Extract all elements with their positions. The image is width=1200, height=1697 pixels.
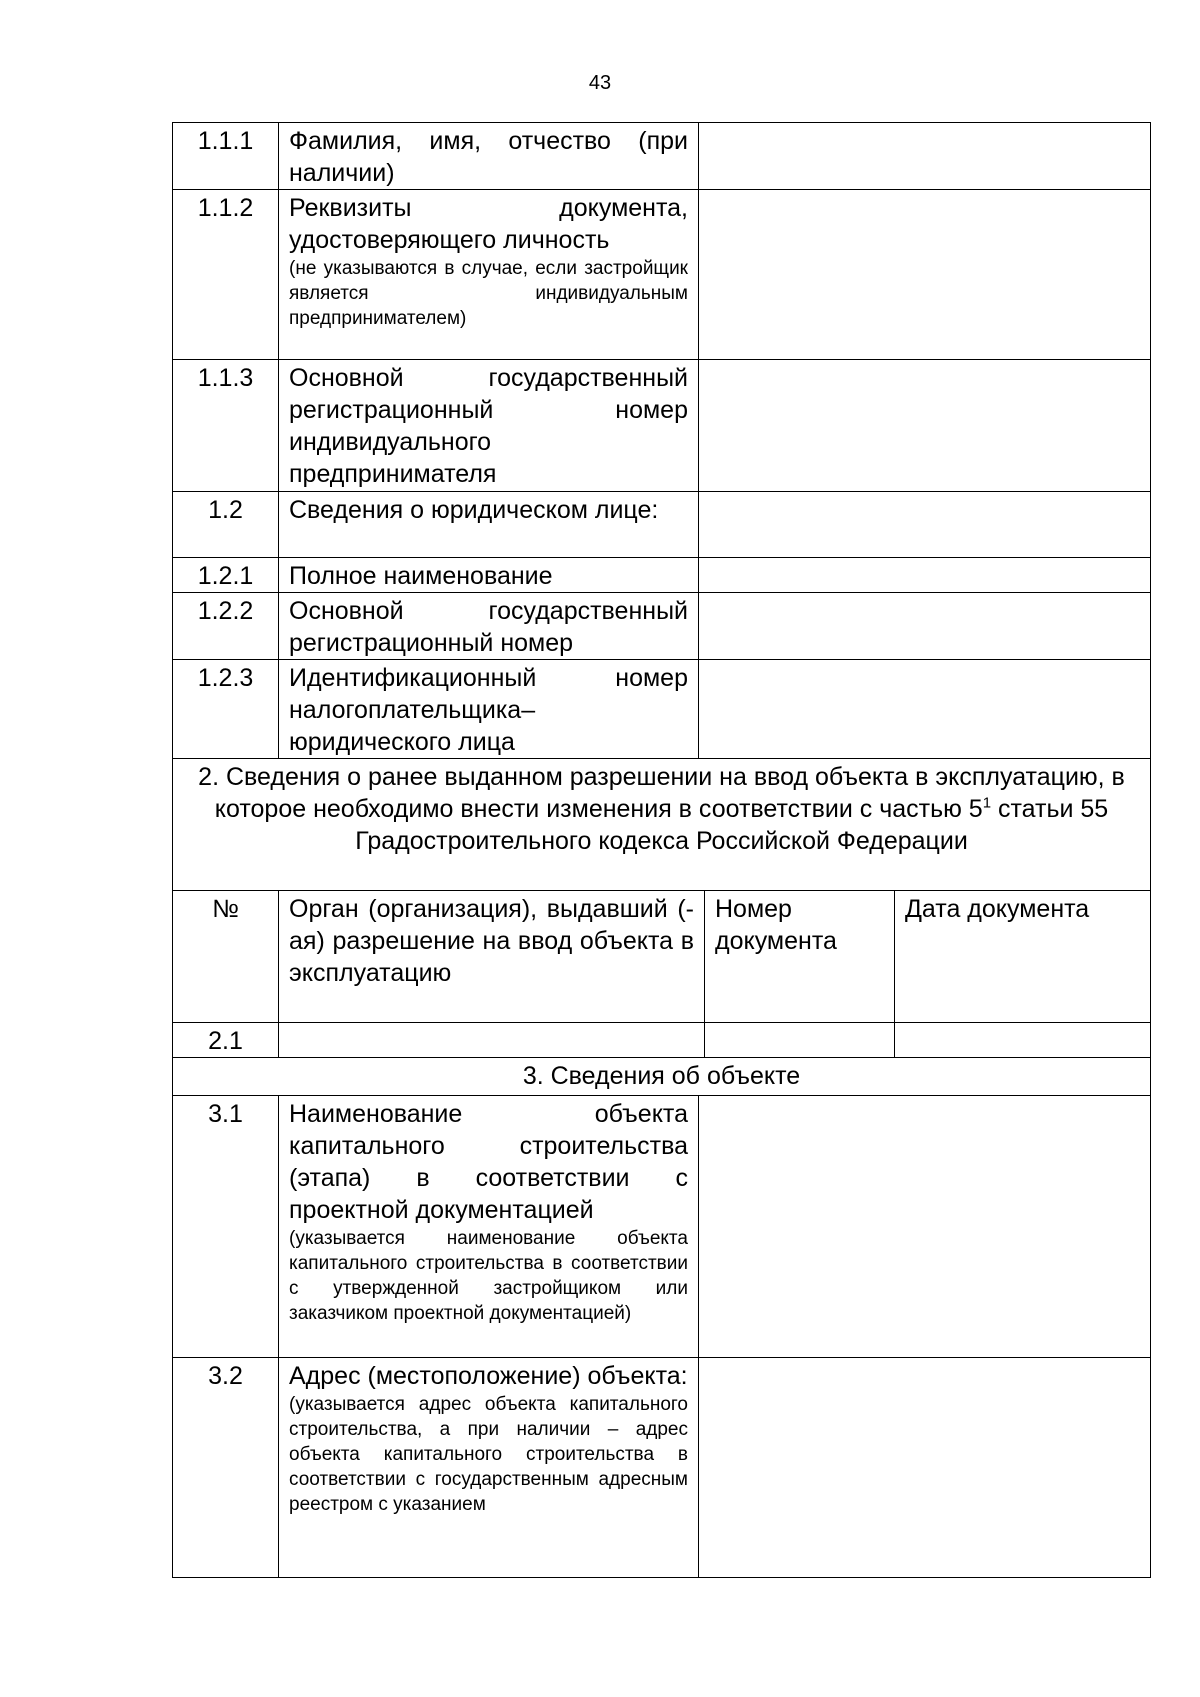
row-label-clip <box>289 1360 688 1576</box>
row-number: 1.1.2 <box>173 190 279 360</box>
header-number: № <box>173 891 279 1023</box>
row-number: 1.1.1 <box>173 123 279 190</box>
row-label-text: Адрес (местоположение) объекта: <box>289 1362 688 1390</box>
row-number: 1.2.2 <box>173 593 279 660</box>
page-number: 43 <box>588 72 612 94</box>
doc-date-cell[interactable] <box>895 1023 1151 1058</box>
row-note: (указывается наименование объекта капитального строительства в соответствии с утвержденной застройщиком или заказчиком проектной документацией) <box>289 1228 688 1324</box>
row-number: 2.1 <box>173 1023 279 1058</box>
value-cell[interactable] <box>699 123 1151 190</box>
value-cell[interactable] <box>699 1358 1151 1578</box>
row-number: 1.2 <box>173 492 279 558</box>
row-label <box>279 1096 699 1358</box>
row-note: (не указываются в случае, если застройщик является индивидуальным предпринимателем) <box>289 258 688 329</box>
header-organ-text: Орган (организация), выдавший (-ая) разрешение на ввод объекта в эксплуатацию <box>289 895 694 987</box>
row-label-text: Фамилия, имя, отчество (при наличии) <box>289 127 688 187</box>
row-number: 1.1.3 <box>173 360 279 492</box>
value-cell[interactable] <box>699 492 1151 558</box>
row-label <box>279 492 699 558</box>
form-row <box>173 593 1151 660</box>
row-number: 1.2.1 <box>173 558 279 593</box>
value-cell[interactable] <box>699 558 1151 593</box>
section-2-heading <box>173 759 1151 891</box>
value-cell[interactable] <box>699 1096 1151 1358</box>
section-2-superscript: 1 <box>982 794 992 812</box>
form-row <box>173 1358 1151 1578</box>
section-2-text-before: 2. Сведения о ранее выданном разрешении на ввод объекта в эксплуатацию, в которое необходимо внести изменения в соответствии с частью 5 <box>198 763 1125 823</box>
header-organ <box>279 891 705 1023</box>
doc-number-cell[interactable] <box>705 1023 895 1058</box>
row-label <box>279 593 699 660</box>
row-number: 3.1 <box>173 1096 279 1358</box>
section-2-text-after: статьи 55 Градостроительного кодекса Российской Федерации <box>355 795 1109 855</box>
application-form-table <box>172 122 1151 1578</box>
organ-cell[interactable] <box>279 1023 705 1058</box>
table2-header-row <box>173 891 1151 1023</box>
form-row <box>173 492 1151 558</box>
form-row <box>173 123 1151 190</box>
row-label <box>279 360 699 492</box>
form-row <box>173 660 1151 759</box>
value-cell[interactable] <box>699 660 1151 759</box>
row-label <box>279 660 699 759</box>
row-label <box>279 190 699 360</box>
row-label-text: Основной государственный регистрационный номер <box>289 597 688 657</box>
row-label-text: Основной государственный регистрационный номер индивидуального предпринимателя <box>289 364 688 488</box>
section-heading-row <box>173 1058 1151 1096</box>
row-label-text: Наименование объекта капитального строительства (этапа) в соответствии с проектной документацией <box>289 1100 688 1224</box>
table2-row <box>173 1023 1151 1058</box>
form-row <box>173 190 1151 360</box>
value-cell[interactable] <box>699 360 1151 492</box>
row-label <box>279 1358 699 1578</box>
row-number: 1.2.3 <box>173 660 279 759</box>
form-row <box>173 360 1151 492</box>
row-note: (указывается адрес объекта капитального строительства, а при наличии – адрес объекта капитального строительства в соответствии с государственным адресным реестром с указанием <box>289 1394 688 1515</box>
value-cell[interactable] <box>699 190 1151 360</box>
row-label-text: Идентификационный номер налогоплательщика–юридического лица <box>289 664 688 756</box>
value-cell[interactable] <box>699 593 1151 660</box>
row-label <box>279 558 699 593</box>
form-row <box>173 558 1151 593</box>
row-label-text: Сведения о юридическом лице: <box>289 496 659 524</box>
section-3-heading: 3. Сведения об объекте <box>173 1058 1151 1096</box>
header-doc-date: Дата документа <box>895 891 1151 1023</box>
row-number: 3.2 <box>173 1358 279 1578</box>
row-label-text: Реквизиты документа, удостоверяющего личность <box>289 194 688 254</box>
row-label <box>279 123 699 190</box>
section-heading-row <box>173 759 1151 891</box>
row-label-text: Полное наименование <box>289 562 553 590</box>
header-doc-number: Номер документа <box>705 891 895 1023</box>
form-row <box>173 1096 1151 1358</box>
